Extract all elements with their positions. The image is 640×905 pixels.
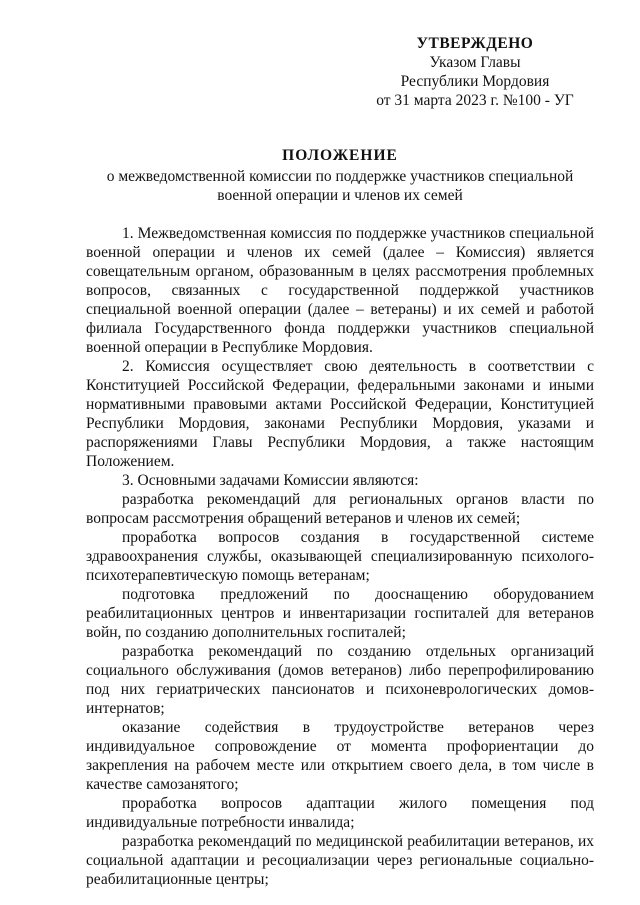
title-line-2: военной операции и членов их семей	[217, 187, 463, 204]
task-item: оказание содействия в трудоустройстве ветеранов через индивидуальное сопровождение от момента профориентации до закрепления на рабочем месте или открытием своего дела, в том числе в качестве самозанятого;	[86, 719, 594, 793]
approval-line-2: Республики Мордовия	[400, 73, 550, 90]
approval-stamp	[355, 34, 595, 110]
paragraph-2: 2. Комиссия осуществляет свою деятельность в соответствии с Конституцией Российской Федерации, федеральными законами и иными нормативными правовыми актами Российской Федерации, Конституцией Республики Мордовия, законами Республики Мордовия, указами и распоряжениями Главы Республики Мордовия, а также настоящим Положением.	[86, 358, 594, 470]
approval-line-1: Указом Главы	[429, 54, 521, 71]
task-item: разработка рекомендаций для региональных органов власти по вопросам рассмотрения обращений ветеранов и членов их семей;	[86, 491, 594, 527]
approval-line-3: от 31 марта 2023 г. №100 - УГ	[376, 92, 574, 109]
approval-heading: УТВЕРЖДЕНО	[416, 35, 534, 52]
title-heading: ПОЛОЖЕНИЕ	[282, 147, 398, 164]
task-item: проработка вопросов создания в государственной системе здравоохранения службы, оказывающей специализированную психолого-психотерапевтическую помощь ветеранам;	[86, 529, 594, 584]
document-body	[86, 224, 594, 889]
task-item: проработка вопросов адаптации жилого помещения под индивидуальные потребности инвалида;	[86, 795, 594, 831]
document-title	[60, 146, 620, 205]
title-line-1: о межведомственной комиссии по поддержке участников специальной	[106, 168, 574, 185]
task-item: разработка рекомендаций по медицинской реабилитации ветеранов, их социальной адаптации и ресоциализации через региональные социально-реабилитационные центры;	[86, 833, 594, 888]
paragraph-1: 1. Межведомственная комиссия по поддержке участников специальной военной операции и членов их семей (далее – Комиссия) является совещательным органом, образованным в целях рассмотрения проблемных вопросов, связанных с государственной поддержкой участников специальной военной операции (далее – ветераны) и их семей и работой филиала Государственного фонда поддержки участников специальной военной операции в Республике Мордовия.	[86, 225, 594, 356]
task-item: подготовка предложений по дооснащению оборудованием реабилитационных центров и инвентаризации госпиталей для ветеранов войн, по созданию дополнительных госпиталей;	[86, 586, 594, 641]
paragraph-3: 3. Основными задачами Комиссии являются:	[122, 472, 419, 489]
task-item: разработка рекомендаций по созданию отдельных организаций социального обслуживания (домов ветеранов) либо перепрофилированию под них гериатрических пансионатов и психоневрологических домов-интернатов;	[86, 643, 594, 717]
